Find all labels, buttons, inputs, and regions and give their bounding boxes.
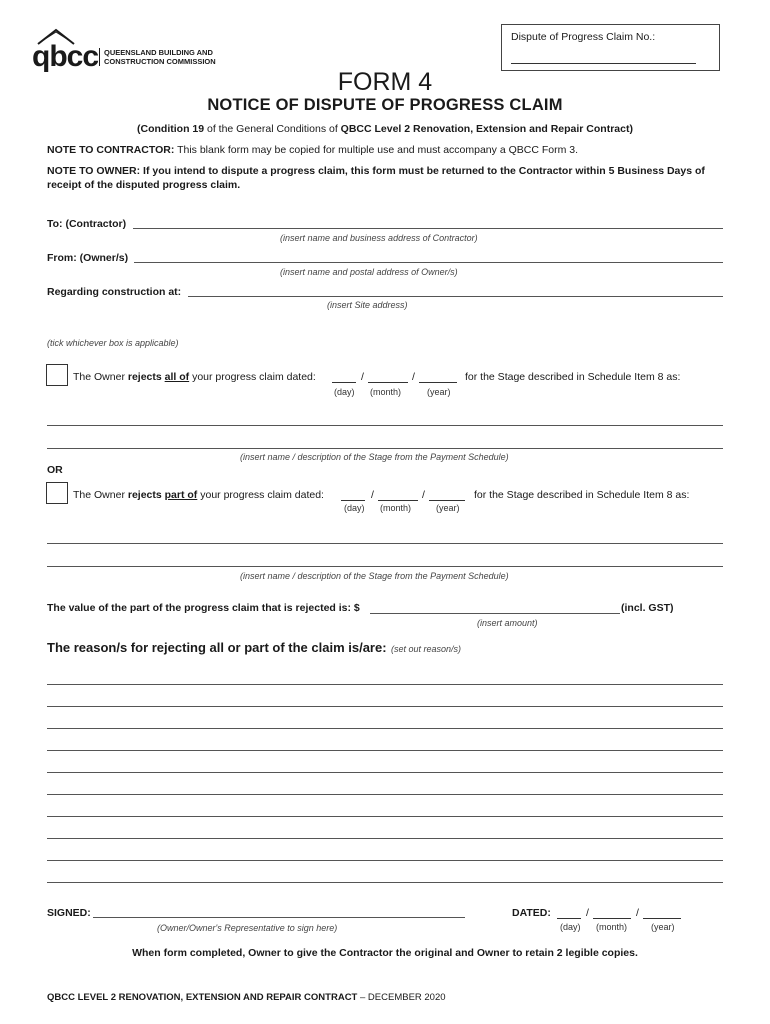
reject-part-text — [73, 489, 324, 501]
reason-line-1[interactable] — [47, 684, 723, 685]
signature-hint: (Owner/Owner's Representative to sign here) — [157, 923, 338, 933]
day-hint: (day) — [560, 922, 581, 932]
reasons-title: The reason/s for rejecting all or part of the claim is/are: — [47, 640, 387, 655]
rejected-value-label: The value of the part of the progress claim that is rejected is: $ — [47, 602, 360, 614]
month-hint: (month) — [596, 922, 628, 932]
claim-number-box — [501, 24, 720, 71]
slash: / — [361, 371, 364, 383]
to-contractor-hint: (insert name and business address of Contractor) — [280, 233, 478, 243]
reject-part-day-field[interactable] — [341, 490, 365, 501]
completion-instruction: When form completed, Owner to give the Contractor the original and Owner to retain 2 legible copies. — [132, 947, 638, 959]
reason-line-3[interactable] — [47, 728, 723, 729]
year-hint: (year) — [436, 503, 460, 513]
opt2-post: your progress claim dated: — [197, 489, 324, 501]
reason-line-7[interactable] — [47, 816, 723, 817]
stage-hint-1: (insert name / description of the Stage from the Payment Schedule) — [240, 452, 509, 462]
stage-line-1[interactable] — [47, 425, 723, 426]
stage-line-3[interactable] — [47, 543, 723, 544]
reason-line-6[interactable] — [47, 794, 723, 795]
site-address-hint: (insert Site address) — [327, 300, 408, 310]
rejected-value-field[interactable] — [370, 613, 620, 614]
reject-all-day-field[interactable] — [332, 372, 356, 383]
month-hint: (month) — [370, 387, 402, 397]
tick-hint: (tick whichever box is applicable) — [47, 338, 179, 348]
signed-label: SIGNED: — [47, 907, 91, 919]
form-subtitle — [0, 123, 770, 135]
opt2-part-of: part of — [164, 489, 198, 501]
note-to-contractor — [47, 144, 578, 156]
slash: / — [422, 489, 425, 501]
subtitle-condition: (Condition 19 — [137, 123, 205, 135]
amount-hint: (insert amount) — [477, 618, 538, 628]
reject-part-checkbox[interactable] — [46, 482, 68, 504]
signed-month-field[interactable] — [593, 908, 631, 919]
reject-all-text — [73, 371, 316, 383]
day-hint: (day) — [334, 387, 355, 397]
reasons-hint: (set out reason/s) — [391, 644, 462, 654]
stage-line-2[interactable] — [47, 448, 723, 449]
reject-part-year-field[interactable] — [429, 490, 465, 501]
site-address-field[interactable] — [188, 296, 723, 297]
claim-number-label: Dispute of Progress Claim No.: — [511, 31, 656, 43]
reasons-label — [47, 639, 461, 657]
subtitle-contract: QBCC Level 2 Renovation, Extension and Repair Contract) — [340, 123, 633, 135]
from-owner-hint: (insert name and postal address of Owner/s) — [280, 267, 458, 277]
opt2-rejects: rejects — [127, 489, 165, 501]
stage-line-4[interactable] — [47, 566, 723, 567]
reason-line-8[interactable] — [47, 838, 723, 839]
opt1-pre: The Owner — [73, 371, 128, 383]
opt2-pre: The Owner — [73, 489, 128, 501]
year-hint: (year) — [651, 922, 675, 932]
year-hint: (year) — [427, 387, 451, 397]
reason-line-10[interactable] — [47, 882, 723, 883]
reject-all-month-field[interactable] — [368, 372, 408, 383]
reject-all-stage-text: for the Stage described in Schedule Item 8 as: — [465, 371, 681, 383]
site-address-label: Regarding construction at: — [47, 286, 182, 298]
gst-label: (incl. GST) — [621, 602, 674, 614]
reason-line-9[interactable] — [47, 860, 723, 861]
slash: / — [586, 907, 589, 919]
opt1-rejects: rejects — [127, 371, 165, 383]
or-label: OR — [47, 464, 63, 476]
claim-number-field[interactable] — [511, 63, 696, 64]
stage-hint-2: (insert name / description of the Stage from the Payment Schedule) — [240, 571, 509, 581]
reject-part-month-field[interactable] — [378, 490, 418, 501]
signature-field[interactable] — [93, 917, 465, 918]
reason-line-4[interactable] — [47, 750, 723, 751]
footer-date: – DECEMBER 2020 — [357, 992, 446, 1003]
note-contractor-text: This blank form may be copied for multiple use and must accompany a QBCC Form 3. — [174, 144, 578, 156]
logo-line2: CONSTRUCTION COMMISSION — [104, 57, 216, 66]
from-owner-field[interactable] — [134, 262, 723, 263]
from-owner-label: From: (Owner/s) — [47, 252, 129, 264]
form-title: NOTICE OF DISPUTE OF PROGRESS CLAIM — [207, 96, 563, 114]
logo-mark: qbcc — [32, 40, 99, 73]
reject-part-stage-text: for the Stage described in Schedule Item 8 as: — [474, 489, 690, 501]
reject-all-checkbox[interactable] — [46, 364, 68, 386]
month-hint: (month) — [380, 503, 412, 513]
reason-line-5[interactable] — [47, 772, 723, 773]
reason-line-2[interactable] — [47, 706, 723, 707]
footer-contract-name: QBCC LEVEL 2 RENOVATION, EXTENSION AND REPAIR CONTRACT — [47, 992, 358, 1003]
day-hint: (day) — [344, 503, 365, 513]
slash: / — [371, 489, 374, 501]
slash: / — [412, 371, 415, 383]
to-contractor-field[interactable] — [133, 228, 723, 229]
to-contractor-label: To: (Contractor) — [47, 218, 127, 230]
footer-contract — [47, 992, 446, 1003]
logo-divider — [99, 48, 100, 66]
logo-line1: QUEENSLAND BUILDING AND — [104, 48, 213, 57]
signed-year-field[interactable] — [643, 908, 681, 919]
note-to-owner-line2: receipt of the disputed progress claim. — [47, 179, 241, 191]
reject-all-year-field[interactable] — [419, 372, 457, 383]
dated-label: DATED: — [512, 907, 551, 919]
form-number: FORM 4 — [337, 68, 433, 96]
signed-day-field[interactable] — [557, 908, 581, 919]
note-contractor-label: NOTE TO CONTRACTOR: — [47, 144, 175, 156]
subtitle-middle: of the General Conditions of — [204, 123, 341, 135]
slash: / — [636, 907, 639, 919]
note-to-owner-line1: NOTE TO OWNER: If you intend to dispute a progress claim, this form must be returned to the Contractor within 5 Business Days of — [47, 165, 705, 177]
opt1-all-of: all of — [164, 371, 190, 383]
opt1-post: your progress claim dated: — [189, 371, 316, 383]
